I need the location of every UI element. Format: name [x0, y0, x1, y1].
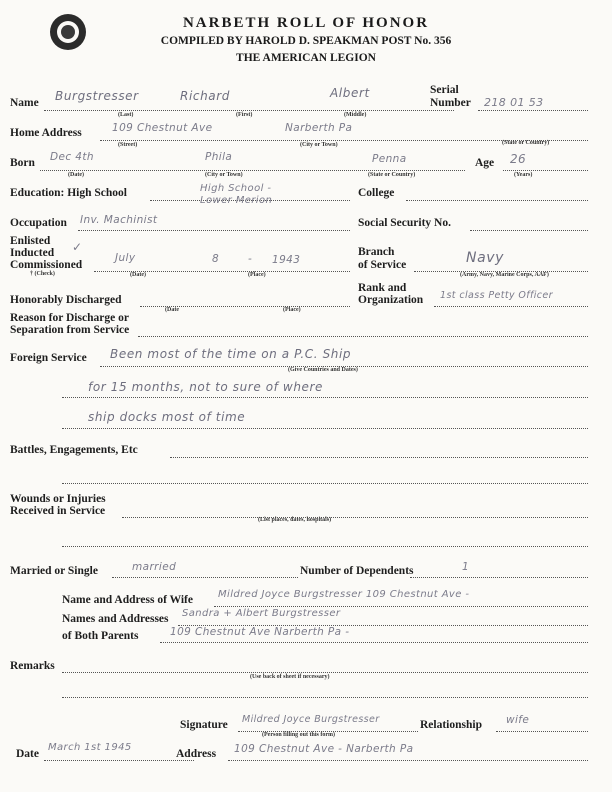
enlisted-label: Enlisted: [10, 235, 51, 247]
date-label: Date: [16, 748, 39, 760]
rank-label: Rank and: [358, 282, 407, 294]
branch-caption: (Army, Navy, Marine Corps, AAF): [460, 272, 549, 278]
born-label: Born: [10, 157, 35, 169]
wounds-label-2: Received in Service: [10, 505, 106, 517]
inducted-label: Inducted: [10, 247, 55, 259]
signature-value: Mildred Joyce Burgstresser: [242, 714, 380, 725]
foreign-service-value-3: ship docks most of time: [88, 410, 246, 424]
address-label: Address: [176, 748, 217, 760]
branch-value: Navy: [466, 250, 505, 266]
rank-line: [434, 306, 588, 307]
middle-name-value: Albert: [330, 86, 370, 100]
married-line: [112, 577, 298, 578]
dependents-line: [410, 577, 588, 578]
born-line: [40, 170, 465, 171]
street-value: 109 Chestnut Ave: [112, 122, 213, 134]
name-line: [44, 110, 454, 111]
college-line: [406, 200, 588, 201]
reason-label-1: Reason for Discharge or: [10, 312, 129, 324]
education-label: Education: High School: [10, 187, 127, 199]
last-name-value: Burgstresser: [55, 89, 139, 103]
wife-line: [214, 606, 588, 607]
relationship-line: [496, 731, 588, 732]
age-label: Age: [475, 157, 495, 169]
foreign-service-label: Foreign Service: [10, 352, 87, 364]
address-value: 109 Chestnut Ave - Narberth Pa: [234, 743, 414, 755]
occupation-value: Inv. Machinist: [80, 214, 158, 226]
compiled-by: COMPILED BY HAROLD D. SPEAKMAN POST No. 356: [160, 35, 452, 47]
wife-label: Name and Address of Wife: [62, 594, 193, 606]
wounds-line-2: [62, 546, 588, 547]
born-city-value: Phila: [205, 151, 233, 163]
serial-line: [478, 110, 588, 111]
reason-line: [138, 336, 588, 337]
ssn-label: Social Security No.: [358, 217, 451, 229]
discharge-place-caption: (Place): [283, 307, 301, 313]
enlist-place-caption: (Place): [248, 272, 266, 278]
check-caption: † (Check): [30, 271, 55, 277]
enlist-day-value: 8: [212, 253, 220, 265]
honorably-discharged-label: Honorably Discharged: [10, 294, 122, 306]
foreign-caption: (Give Countries and Dates): [288, 367, 358, 373]
home-address-label: Home Address: [10, 127, 82, 139]
age-line: [503, 170, 588, 171]
married-value: married: [132, 561, 177, 573]
wounds-label-1: Wounds or Injuries: [10, 493, 106, 505]
foreign-line-3: [62, 428, 588, 429]
branch-label: Branch: [358, 246, 395, 258]
born-state-caption: (State or Country): [368, 172, 416, 178]
last-caption: (Last): [118, 112, 134, 118]
street-caption: (Street): [118, 142, 138, 148]
occupation-label: Occupation: [10, 217, 67, 229]
state-caption: (State or Country): [502, 140, 550, 146]
address-line: [228, 760, 588, 761]
city-caption: (City or Town): [300, 142, 338, 148]
foreign-service-value-1: Been most of the time on a P.C. Ship: [110, 347, 352, 361]
ssn-line: [470, 230, 588, 231]
reason-label-2: Separation from Service: [10, 324, 130, 336]
organization-label: Organization: [358, 294, 424, 306]
parents-line-2: [160, 642, 588, 643]
serial-number-label: Number: [430, 97, 471, 109]
dependents-value: 1: [462, 561, 470, 573]
born-date-value: Dec 4th: [50, 151, 94, 163]
born-state-value: Penna: [372, 153, 407, 165]
occupation-line: [78, 230, 350, 231]
wounds-line-1: [122, 517, 588, 518]
high-school-value-1: High School -: [200, 183, 272, 194]
name-label: Name: [10, 97, 39, 109]
middle-caption: (Middle): [344, 112, 367, 118]
battles-label: Battles, Engagements, Etc: [10, 444, 138, 456]
born-city-caption: (City or Town): [205, 172, 243, 178]
date-line: [44, 760, 194, 761]
parents-value-2: 109 Chestnut Ave Narberth Pa -: [170, 626, 350, 638]
form-title: NARBETH ROLL OF HONOR: [182, 15, 430, 31]
battles-line-2: [62, 483, 588, 484]
foreign-line-2: [62, 397, 588, 398]
battles-line-1: [170, 457, 588, 458]
enlist-month-value: July: [115, 252, 136, 264]
college-label: College: [358, 187, 395, 199]
of-service-label: of Service: [358, 259, 407, 271]
city-value: Narberth Pa: [285, 122, 353, 134]
wounds-caption: (List places, dates, hospitals): [258, 517, 332, 523]
years-caption: (Years): [514, 172, 533, 178]
foreign-service-value-2: for 15 months, not to sure of where: [88, 380, 324, 394]
first-name-value: Richard: [180, 89, 230, 103]
signature-caption: (Person filling out this form): [262, 732, 335, 738]
signature-label: Signature: [180, 719, 228, 731]
remarks-label: Remarks: [10, 660, 55, 672]
commissioned-label: Commissioned: [10, 259, 83, 271]
enlist-date-caption: (Date): [130, 272, 146, 278]
dependents-label: Number of Dependents: [300, 565, 414, 577]
both-parents-label: of Both Parents: [62, 630, 139, 642]
relationship-label: Relationship: [420, 719, 482, 731]
serial-label: Serial: [430, 84, 459, 96]
date-value: March 1st 1945: [48, 742, 132, 753]
remarks-line-1: [62, 672, 588, 673]
legion-name: THE AMERICAN LEGION: [236, 52, 376, 64]
born-date-caption: (Date): [68, 172, 84, 178]
parents-value-1: Sandra + Albert Burgstresser: [182, 608, 341, 619]
high-school-value-2: Lower Merion: [200, 195, 273, 206]
married-label: Married or Single: [10, 565, 98, 577]
serial-number-value: 218 01 53: [484, 96, 544, 109]
inducted-check-mark: ✓: [72, 240, 83, 254]
names-addresses-label: Names and Addresses: [62, 613, 169, 625]
rank-value: 1st class Petty Officer: [440, 290, 553, 301]
discharge-date-caption: (Date: [165, 307, 179, 313]
remarks-caption: (Use back of sheet if necessary): [250, 674, 330, 680]
enlist-dash: -: [248, 253, 253, 265]
enlist-year-value: 1943: [272, 254, 301, 266]
remarks-line-2: [62, 697, 588, 698]
age-value: 26: [510, 152, 527, 166]
relationship-value: wife: [506, 714, 530, 726]
wife-value: Mildred Joyce Burgstresser 109 Chestnut Ave -: [218, 589, 470, 600]
first-caption: (First): [236, 112, 253, 118]
